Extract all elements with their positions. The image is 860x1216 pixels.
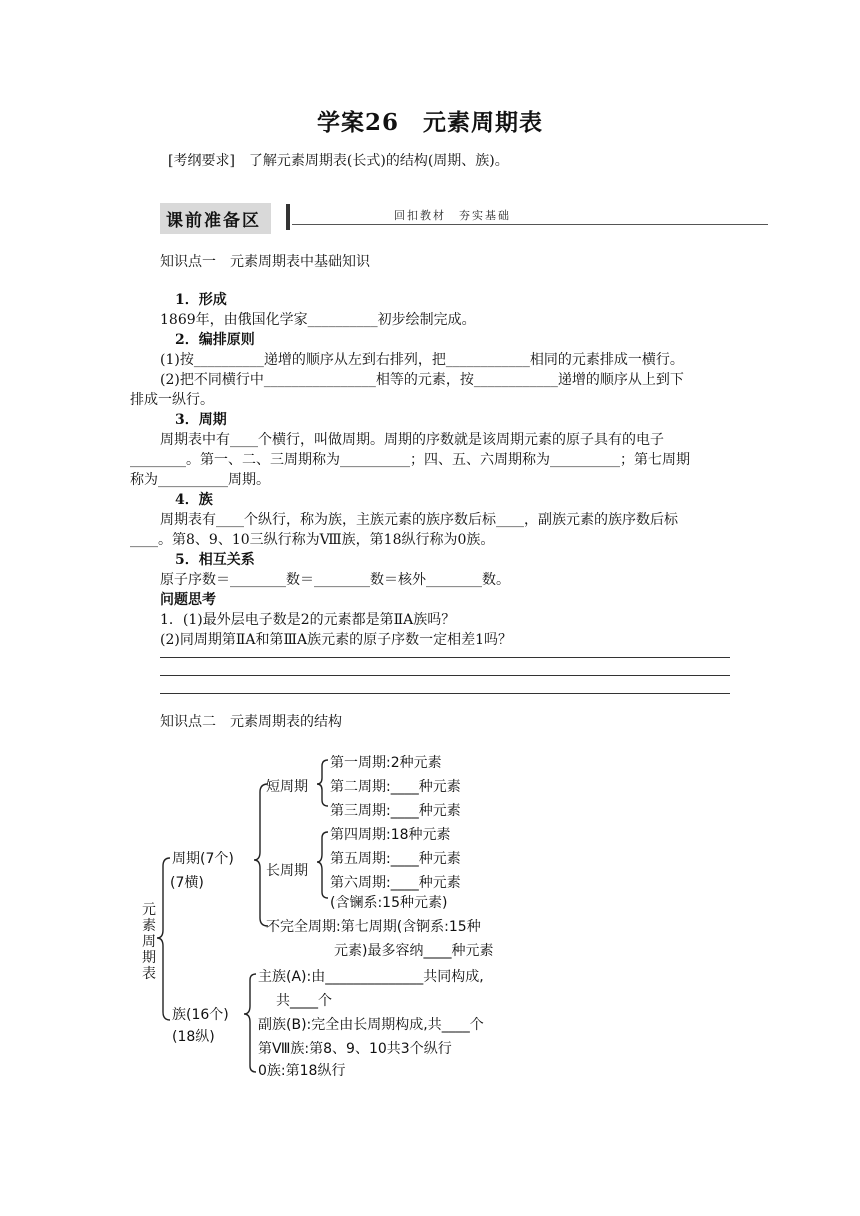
text-line: ________。第一、二、三周期称为__________；四、五、六周期称为__________；第七周期 <box>130 452 690 468</box>
short-period-item: 第二周期:____种元素 <box>330 779 461 795</box>
text-line: 1869年，由俄国化学家__________初步绘制完成。 <box>160 312 476 328</box>
text-line: ____。第8、9、10三纵行称为Ⅷ族，第18纵行称为0族。 <box>130 532 495 548</box>
short-period-label: 短周期 <box>266 779 308 795</box>
text-line: 1．(1)最外层电子数是2的元素都是第ⅡA族吗？ <box>160 612 456 628</box>
text-line: 2．编排原则 <box>175 332 255 348</box>
group-item: 副族(B):完全由长周期构成,共____个 <box>258 1017 484 1033</box>
group-brace <box>244 974 256 1072</box>
text-line: 排成一纵行。 <box>130 392 214 408</box>
short-period-item: 第三周期:____种元素 <box>330 803 461 819</box>
section1-heading: 知识点一 元素周期表中基础知识 <box>160 254 370 270</box>
period-sublabel: (7横) <box>170 875 204 891</box>
group-item: 共____个 <box>276 993 332 1009</box>
page-title: 学案26 元素周期表 <box>316 109 543 136</box>
long-period-item: 第五周期:____种元素 <box>330 851 461 867</box>
banner-subtitle: 回扣教材 夯实基础 <box>394 209 511 222</box>
incomplete-period-cont: 元素)最多容纳____种元素 <box>334 943 494 959</box>
group-item: 0族:第18纵行 <box>258 1063 346 1079</box>
text-line: (2)同周期第ⅡA和第ⅢA族元素的原子序数一定相差1吗？ <box>160 632 512 648</box>
group-sublabel: (18纵) <box>172 1029 215 1045</box>
root-brace <box>157 858 170 1020</box>
short-period-brace <box>317 760 328 806</box>
group-item: 主族(A):由______________共同构成, <box>258 969 484 985</box>
long-period-item: (含镧系:15种元素) <box>330 895 448 911</box>
text-line: 周期表有____个纵行，称为族，主族元素的族序数后标____，副族元素的族序数后标 <box>160 512 678 528</box>
text-line: (1)按__________递增的顺序从左到右排列，把____________相同的元素排成一横行。 <box>160 352 684 368</box>
period-label: 周期(7个) <box>172 851 234 867</box>
short-period-item: 第一周期:2种元素 <box>330 755 442 771</box>
period-brace <box>254 784 268 926</box>
group-label: 族(16个) <box>172 1007 229 1023</box>
long-period-label: 长周期 <box>266 863 308 879</box>
text-line: 问题思考 <box>160 592 216 608</box>
diagram-root-label: 元素周期表 <box>142 902 156 982</box>
text-line: 4．族 <box>175 492 213 508</box>
text-line: 原子序数＝________数＝________数＝核外________数。 <box>160 572 510 588</box>
long-period-item: 第四周期:18种元素 <box>330 827 451 843</box>
section2-heading: 知识点二 元素周期表的结构 <box>160 714 342 730</box>
incomplete-period: 不完全周期:第七周期(含锕系:15种 <box>266 919 481 935</box>
text-line: 周期表中有____个横行，叫做周期。周期的序数就是该周期元素的原子具有的电子 <box>160 432 664 448</box>
banner-tag: 课前准备区 <box>160 203 271 234</box>
text-line: 称为__________周期。 <box>130 472 270 488</box>
text-line: (2)把不同横行中________________相等的元素，按____________递增的顺序从上到下 <box>160 372 684 388</box>
long-period-item: 第六周期:____种元素 <box>330 875 461 891</box>
exam-requirement: [考纲要求] 了解元素周期表(长式)的结构(周期、族)。 <box>168 153 509 169</box>
group-item: 第Ⅷ族:第8、9、10共3个纵行 <box>258 1041 452 1057</box>
text-line: 3．周期 <box>175 412 227 428</box>
text-line: 5．相互关系 <box>175 552 255 568</box>
long-period-brace <box>317 832 328 898</box>
text-line: 1．形成 <box>175 292 227 308</box>
